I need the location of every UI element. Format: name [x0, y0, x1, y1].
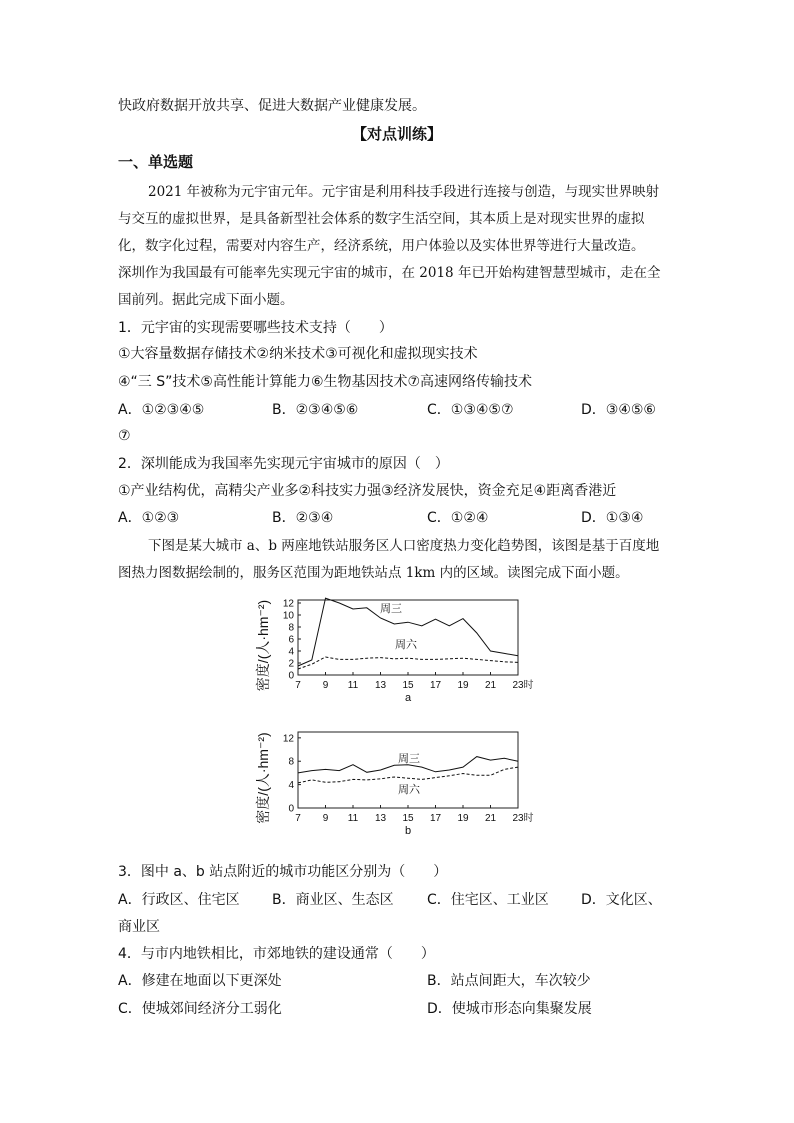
x-tick-label: 9 — [322, 813, 329, 824]
x-tick-label: 7 — [295, 680, 301, 691]
y-axis-label: 密度/(人·hm⁻²) — [255, 599, 271, 692]
passage1-line: 国前列。据此完成下面小题。 — [118, 292, 294, 308]
q1-items: ④“三 S”技术⑤高性能计算能力⑥生物基因技术⑦高速网络传输技术 — [118, 374, 533, 390]
x-tick-label: 19 — [457, 813, 469, 824]
q1-items: ①大容量数据存储技术②纳米技术③可视化和虚拟现实技术 — [118, 346, 478, 362]
passage2-line: 下图是某大城市 a、b 两座地铁站服务区人口密度热力变化趋势图，该图是基于百度地 — [148, 538, 660, 554]
q1-option-a[interactable]: A．①②③④⑤ — [118, 402, 205, 418]
y-tick-label: 0 — [288, 670, 294, 682]
q4-option-b[interactable]: B．站点间距大，车次较少 — [427, 973, 591, 989]
y-tick-label: 12 — [282, 733, 294, 745]
x-tick-label: 17 — [429, 680, 442, 691]
q1-option-d-wrap: ⑦ — [118, 428, 131, 444]
q2-option-d[interactable]: D．①③④ — [581, 510, 644, 526]
x-tick-label: 15 — [402, 813, 414, 824]
q3-option-b[interactable]: B．商业区、生态区 — [272, 892, 394, 908]
series-line-wednesday — [298, 598, 518, 666]
part-title: 一、单选题 — [118, 153, 194, 171]
series-label: 周三 — [380, 603, 402, 615]
passage1-line: 化，数字化过程，需要对内容生产，经济系统，用户体验以及实体世界等进行大量改造。 — [118, 238, 645, 254]
x-tick-label: 11 — [347, 813, 359, 824]
y-axis-label: 密度/(人·hm⁻²) — [255, 732, 271, 824]
y-tick-label: 8 — [288, 622, 294, 634]
passage1-line: 2021 年被称为元宇宙元年。元宇宙是利用科技手段进行连接与创造，与现实世界映射 — [148, 184, 660, 200]
series-label: 周六 — [398, 784, 420, 796]
y-tick-label: 2 — [288, 658, 294, 670]
y-tick-label: 4 — [288, 780, 294, 792]
q4-option-c[interactable]: C．使城郊间经济分工弱化 — [118, 1001, 282, 1017]
x-tick-label: 15 — [402, 680, 414, 691]
q4-option-a[interactable]: A．修建在地面以下更深处 — [118, 973, 282, 989]
x-tick-label: 13 — [374, 680, 387, 691]
q3-option-d[interactable]: D．文化区、 — [581, 892, 662, 908]
q2-stem: 2．深圳能成为我国率先实现元宇宙城市的原因（ ） — [118, 456, 449, 472]
plot-frame — [298, 600, 518, 675]
q2-option-a[interactable]: A．①②③ — [118, 510, 180, 526]
series-label: 周六 — [395, 639, 417, 651]
q3-option-d-wrap: 商业区 — [118, 919, 160, 935]
y-tick-label: 6 — [288, 634, 294, 646]
q1-stem: 1．元宇宙的实现需要哪些技术支持（ ） — [118, 320, 393, 336]
passage1-line: 与交互的虚拟世界，是具备新型社会体系的数字生活空间，其本质上是对现实世界的虚拟 — [118, 211, 645, 227]
x-tick-label: 13 — [374, 813, 387, 824]
continuation-text: 快政府数据开放共享、促进大数据产业健康发展。 — [118, 98, 426, 114]
q2-items: ①产业结构优，高精尖产业多②科技实力强③经济发展快，资金充足④距离香港近 — [118, 483, 617, 499]
q1-option-c[interactable]: C．①③④⑤⑦ — [427, 402, 514, 418]
y-tick-label: 0 — [288, 803, 294, 815]
y-tick-label: 8 — [288, 756, 294, 768]
y-tick-label: 12 — [282, 598, 294, 610]
x-tick-label: 7 — [295, 813, 301, 824]
passage1-line: 深圳作为我国最有可能率先实现元宇宙的城市，在 2018 年已开始构建智慧型城市，走在全 — [118, 265, 661, 281]
series-line-saturday — [298, 657, 518, 669]
series-label: 周三 — [398, 753, 420, 765]
q3-stem: 3．图中 a、b 站点附近的城市功能区分别为（ ） — [118, 864, 448, 880]
x-tick-label: 11 — [347, 680, 359, 691]
x-tick-label: 21 — [484, 680, 497, 691]
x-tick-label: 21 — [484, 813, 497, 824]
section-title: 【对点训练】 — [351, 125, 442, 143]
density-charts — [250, 590, 550, 850]
y-tick-label: 10 — [282, 610, 294, 622]
q3-option-c[interactable]: C．住宅区、工业区 — [427, 892, 549, 908]
q1-option-d[interactable]: D．③④⑤⑥ — [581, 402, 656, 418]
q4-option-d[interactable]: D．使城市形态向集聚发展 — [427, 1001, 592, 1017]
q1-option-b[interactable]: B．②③④⑤⑥ — [272, 402, 359, 418]
panel-title: a — [404, 692, 412, 704]
passage2-line: 图热力图数据绘制的，服务区范围为距地铁站点 1km 内的区域。读图完成下面小题。 — [118, 565, 629, 581]
q2-option-c[interactable]: C．①②④ — [427, 510, 489, 526]
x-tick-label: 19 — [457, 680, 469, 691]
q2-option-b[interactable]: B．②③④ — [272, 510, 334, 526]
x-tick-label: 9 — [322, 680, 329, 691]
panel-title: b — [404, 825, 412, 837]
q3-option-a[interactable]: A．行政区、住宅区 — [118, 892, 240, 908]
q4-stem: 4．与市内地铁相比，市郊地铁的建设通常（ ） — [118, 946, 435, 962]
y-tick-label: 4 — [288, 646, 294, 658]
x-tick-label: 23时 — [512, 813, 534, 824]
x-tick-label: 17 — [429, 813, 442, 824]
x-tick-label: 23时 — [512, 680, 534, 691]
